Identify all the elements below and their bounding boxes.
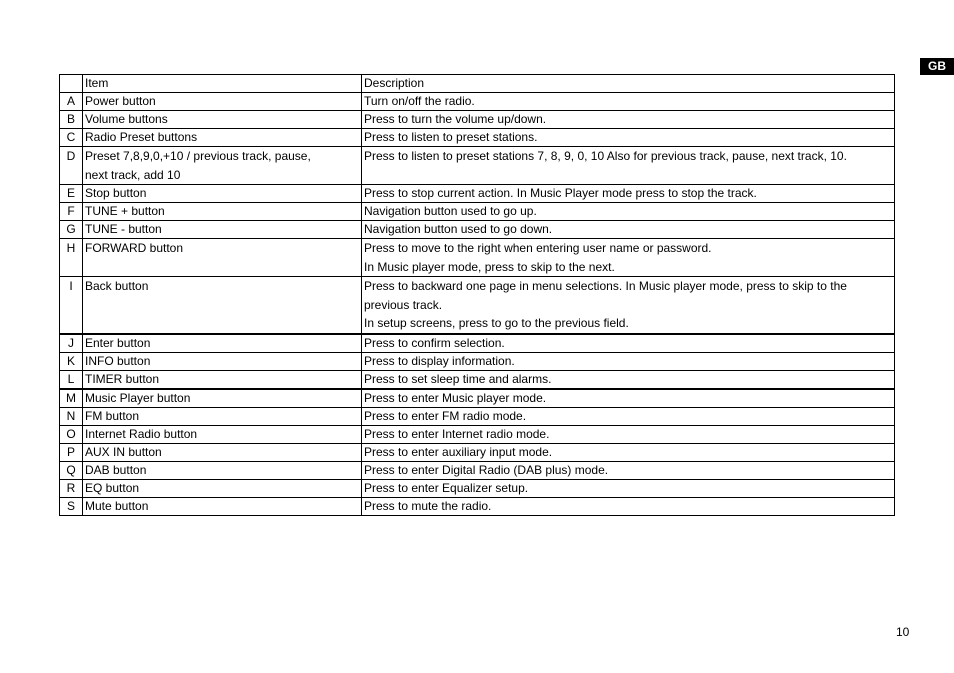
row-description-cell <box>362 370 895 389</box>
row-description-cell <box>362 277 895 334</box>
row-key-cell: I <box>60 277 83 334</box>
description-line: Press to enter Equalizer setup. <box>364 480 529 495</box>
item-line: DAB button <box>85 462 147 477</box>
row-item-cell <box>83 203 362 221</box>
table-row <box>60 221 895 239</box>
row-key-cell: N <box>60 407 83 425</box>
table-row <box>60 497 895 515</box>
row-item-cell <box>83 389 362 408</box>
description-line: Press to listen to preset stations 7, 8, 9, 0, 10 Also for previous track, pause, next track, 10. <box>364 149 847 163</box>
description-line: Press to backward one page in menu selections. In Music player mode, press to skip to the <box>364 279 847 293</box>
row-key-cell: G <box>60 221 83 239</box>
table-row <box>60 443 895 461</box>
row-key-cell: K <box>60 352 83 370</box>
row-item-cell <box>83 147 362 185</box>
item-line: AUX IN button <box>85 444 162 459</box>
table-row <box>60 111 895 129</box>
table-row <box>60 370 895 389</box>
description-line: Press to enter Music player mode. <box>364 390 547 405</box>
row-item-cell <box>83 334 362 353</box>
description-line: Press to display information. <box>364 353 515 368</box>
row-description-cell <box>362 93 895 111</box>
row-key-cell: L <box>60 370 83 389</box>
description-line: Navigation button used to go down. <box>364 222 553 236</box>
header-key-cell <box>60 75 83 93</box>
table-row <box>60 479 895 497</box>
row-description-cell <box>362 425 895 443</box>
description-line: In setup screens, press to go to the previous field. <box>364 316 629 330</box>
description-line: Press to turn the volume up/down. <box>364 112 547 126</box>
description-line: Press to listen to preset stations. <box>364 130 538 144</box>
table-row <box>60 352 895 370</box>
item-line: INFO button <box>85 353 151 368</box>
item-line: FM button <box>85 408 140 423</box>
item-line: Music Player button <box>85 390 191 405</box>
table-row <box>60 334 895 353</box>
item-line: Preset 7,8,9,0,+10 / previous track, pause, <box>85 149 311 163</box>
row-description-cell <box>362 443 895 461</box>
row-item-cell <box>83 370 362 389</box>
item-line: Back button <box>85 279 149 293</box>
row-description-cell <box>362 497 895 515</box>
row-description-cell <box>362 185 895 203</box>
row-key-cell: H <box>60 239 83 277</box>
table-row <box>60 129 895 147</box>
row-key-cell: E <box>60 185 83 203</box>
description-line: Press to enter Internet radio mode. <box>364 426 550 441</box>
header-item-cell: Item <box>83 75 362 93</box>
row-item-cell <box>83 352 362 370</box>
item-line: FORWARD button <box>85 241 184 255</box>
description-line: previous track. <box>364 297 443 312</box>
description-line: Navigation button used to go up. <box>364 204 537 218</box>
table-row <box>60 277 895 334</box>
description-line: Press to confirm selection. <box>364 335 505 350</box>
row-key-cell: A <box>60 93 83 111</box>
row-item-cell <box>83 221 362 239</box>
row-description-cell <box>362 407 895 425</box>
table-row <box>60 203 895 221</box>
table-row <box>60 407 895 425</box>
description-line: Press to move to the right when entering user name or password. <box>364 241 712 255</box>
row-item-cell <box>83 461 362 479</box>
row-key-cell: J <box>60 334 83 353</box>
row-item-cell <box>83 129 362 147</box>
item-line: TUNE + button <box>85 204 165 218</box>
row-item-cell <box>83 185 362 203</box>
table-row <box>60 147 895 185</box>
table-row <box>60 239 895 277</box>
description-line: Press to enter FM radio mode. <box>364 408 527 423</box>
row-key-cell: R <box>60 479 83 497</box>
description-line: In Music player mode, press to skip to the next. <box>364 259 615 274</box>
row-description-cell <box>362 334 895 353</box>
item-line: Internet Radio button <box>85 426 198 441</box>
description-line: Press to stop current action. In Music Player mode press to stop the track. <box>364 186 757 200</box>
table-row <box>60 93 895 111</box>
row-description-cell <box>362 352 895 370</box>
row-description-cell <box>362 389 895 408</box>
row-key-cell: D <box>60 147 83 185</box>
row-description-cell <box>362 221 895 239</box>
page-number: 10 <box>896 625 910 639</box>
item-line: TUNE - button <box>85 222 162 236</box>
row-item-cell <box>83 407 362 425</box>
row-item-cell <box>83 479 362 497</box>
item-line: TIMER button <box>85 371 160 386</box>
row-description-cell <box>362 129 895 147</box>
item-line: Stop button <box>85 186 147 200</box>
table-row <box>60 461 895 479</box>
row-item-cell <box>83 443 362 461</box>
row-item-cell <box>83 497 362 515</box>
row-key-cell: Q <box>60 461 83 479</box>
row-key-cell: S <box>60 497 83 515</box>
row-description-cell <box>362 147 895 185</box>
row-key-cell: O <box>60 425 83 443</box>
description-line: Press to mute the radio. <box>364 498 492 513</box>
table-row <box>60 185 895 203</box>
row-key-cell: F <box>60 203 83 221</box>
header-description-cell: Description <box>362 75 895 93</box>
item-line: Radio Preset buttons <box>85 130 198 144</box>
row-item-cell <box>83 425 362 443</box>
item-line: Volume buttons <box>85 112 168 126</box>
row-item-cell <box>83 111 362 129</box>
row-description-cell <box>362 461 895 479</box>
item-line: Mute button <box>85 498 149 513</box>
row-description-cell <box>362 239 895 277</box>
row-description-cell <box>362 111 895 129</box>
row-item-cell <box>83 277 362 334</box>
row-description-cell <box>362 203 895 221</box>
button-description-table <box>59 74 895 516</box>
table-row <box>60 425 895 443</box>
row-key-cell: M <box>60 389 83 408</box>
language-badge: GB <box>920 58 954 75</box>
row-item-cell <box>83 239 362 277</box>
item-line: EQ button <box>85 480 140 495</box>
row-description-cell <box>362 479 895 497</box>
description-line: Turn on/off the radio. <box>364 94 475 108</box>
row-item-cell <box>83 93 362 111</box>
item-line: next track, add 10 <box>85 167 181 182</box>
description-line: Press to enter Digital Radio (DAB plus) mode. <box>364 462 609 477</box>
description-line: Press to enter auxiliary input mode. <box>364 444 553 459</box>
row-key-cell: B <box>60 111 83 129</box>
row-key-cell: C <box>60 129 83 147</box>
description-line: Press to set sleep time and alarms. <box>364 371 552 386</box>
item-line: Enter button <box>85 335 151 350</box>
row-key-cell: P <box>60 443 83 461</box>
item-line: Power button <box>85 94 156 108</box>
table-row <box>60 389 895 408</box>
table-header-row <box>60 75 895 93</box>
